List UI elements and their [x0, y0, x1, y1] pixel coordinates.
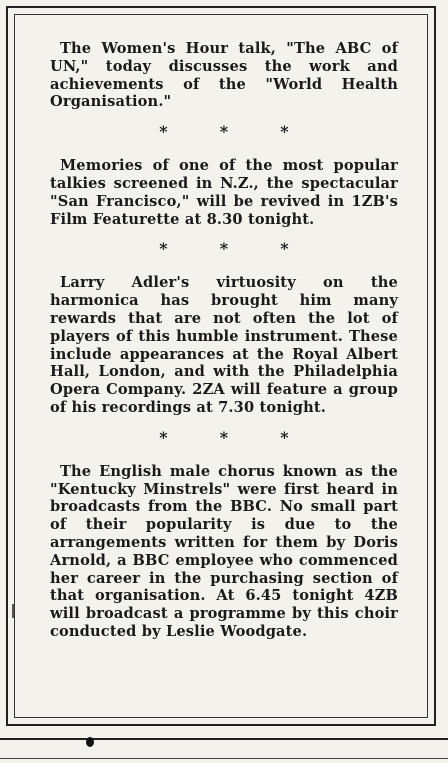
separator-star: *: [219, 427, 229, 447]
paragraph-larry-adler: Larry Adler's virtuosity on the harmonica has brought him many rewards that are not often the lot of players of this humble instrument. These include appearances at the Royal Albert Hall, London, and with the Philadelphia Opera Company. 2ZA will feature a group of his recordings at 7.30 tonight.: [50, 274, 398, 416]
separator-stars: [50, 429, 398, 447]
separator-star: *: [159, 122, 168, 142]
separator-star: *: [219, 122, 229, 142]
separator-stars: [50, 123, 398, 141]
margin-mark: [12, 604, 14, 618]
paragraph-san-francisco: Memories of one of the most popular talkies screened in N.Z., the spectacular "San Francisco," will be revived in 1ZB's Film Featurette at 8.30 tonight.: [50, 157, 398, 228]
bottom-rule-thin: [0, 758, 448, 759]
paragraph-women-hour: The Women's Hour talk, "The ABC of UN," today discusses the work and achievements of the "World Health Organisation.": [50, 40, 398, 111]
bottom-rule: [0, 738, 448, 740]
separator-star: *: [219, 239, 229, 259]
separator-star: *: [159, 239, 168, 259]
paragraph-kentucky-minstrels: The English male chorus known as the "Kentucky Minstrels" were first heard in broadcasts from the BBC. No small part of their popularity is due to the arrangements written for them by Doris Arnold, a BBC employee who commenced her career in the purchasing section of that organisation. At 6.45 tonight 4ZB will broadcast a programme by this choir conducted by Leslie Woodgate.: [50, 462, 398, 640]
separator-star: *: [159, 427, 168, 447]
separator-star: *: [280, 239, 289, 259]
separator-star: *: [280, 427, 289, 447]
ink-blot: [86, 737, 94, 747]
article-column: [50, 40, 398, 641]
separator-star: *: [280, 122, 289, 142]
separator-stars: [50, 240, 398, 258]
